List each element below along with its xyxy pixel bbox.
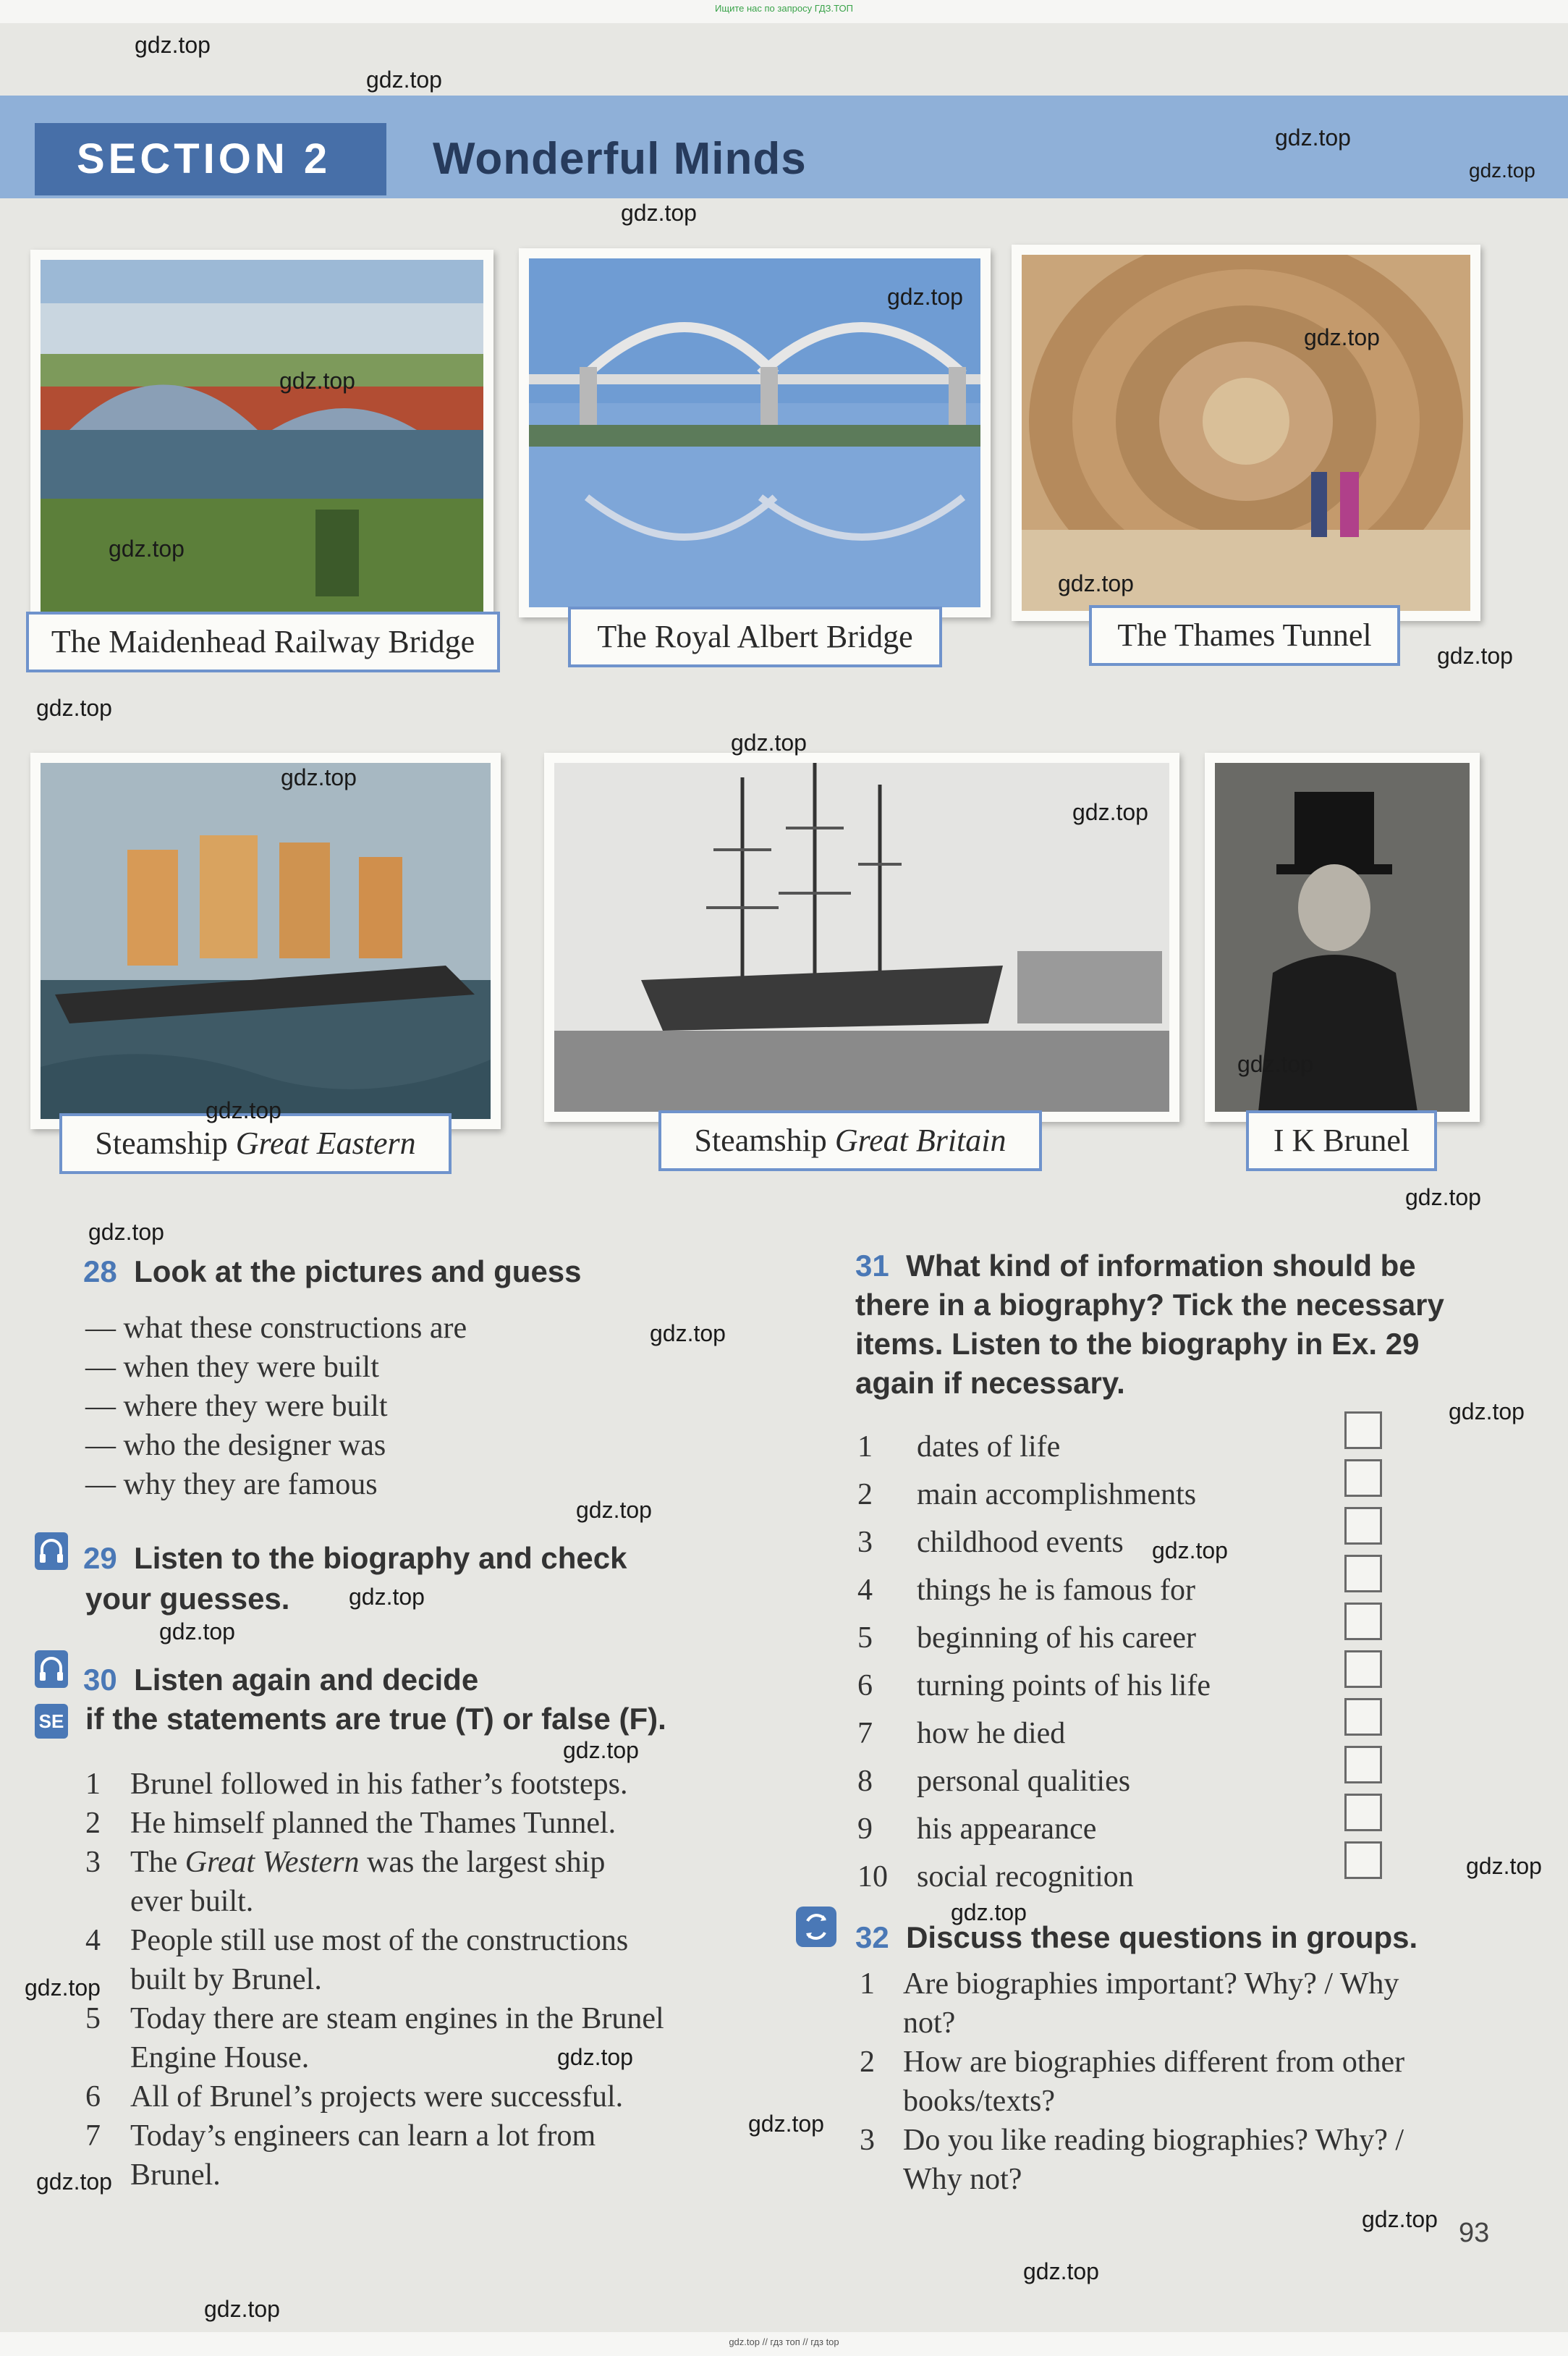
watermark: gdz.top [1304, 324, 1380, 350]
photo-great-eastern [30, 753, 501, 1129]
watermark: gdz.top [349, 1584, 425, 1610]
ex28-number: 28 [83, 1254, 117, 1288]
watermark: gdz.top [279, 368, 355, 394]
watermark: gdz.top [576, 1497, 652, 1523]
watermark: gdz.top [135, 32, 211, 58]
list-item: 1 dates of life [857, 1430, 1061, 1464]
caption-brunel: I K Brunel [1246, 1110, 1437, 1171]
caption-ship-name: Great Britain [834, 1123, 1007, 1158]
ex30-heading-line2: if the statements are true (T) or false (F). [85, 1702, 666, 1736]
ex32-heading-text: Discuss these questions in groups. [906, 1920, 1418, 1954]
watermark: gdz.top [88, 1219, 164, 1245]
checkbox-8[interactable] [1344, 1746, 1382, 1783]
watermark: gdz.top [887, 284, 963, 310]
ex30-number: 30 [83, 1663, 117, 1697]
ex30-heading-line1: Listen again and decide [134, 1663, 479, 1697]
watermark: gdz.top [36, 695, 112, 721]
question-1: 1 Are biographies important? Why? / Why not? [860, 1967, 1399, 2040]
watermark: gdz.top [650, 1320, 726, 1346]
arched-tunnel-picture [1022, 255, 1470, 611]
ex28-heading-text: Look at the pictures and guess [134, 1254, 582, 1288]
ex28-list [85, 1309, 467, 1504]
watermark: gdz.top [1237, 1051, 1313, 1077]
photo-thames-tunnel [1012, 245, 1480, 621]
list-item: 8 personal qualities [857, 1765, 1131, 1798]
list-item: — when they were built [85, 1351, 379, 1384]
watermark: gdz.top [159, 1618, 235, 1644]
watermark: gdz.top [366, 67, 442, 93]
statement-1: 1 Brunel followed in his father’s footsteps. [85, 1768, 628, 1801]
ex29-heading [83, 1539, 627, 1578]
checkbox-6[interactable] [1344, 1650, 1382, 1688]
caption-great-britain [658, 1110, 1042, 1171]
list-item: — why they are famous [85, 1468, 378, 1501]
list-item: — who the designer was [85, 1429, 386, 1462]
watermark: gdz.top [109, 536, 185, 562]
caption-ship-name: Great Eastern [235, 1126, 416, 1161]
checkbox-1[interactable] [1344, 1411, 1382, 1449]
ex31-items [857, 1423, 1306, 1901]
headphones-icon[interactable] [35, 1650, 68, 1688]
page-number: 93 [1459, 2218, 1490, 2248]
watermark: gdz.top [36, 2169, 112, 2195]
iron-truss-bridge-picture [529, 258, 980, 607]
statement-4: 4 People still use most of the constructions built by Brunel. [85, 1924, 629, 1996]
checkbox-7[interactable] [1344, 1698, 1382, 1736]
watermark: gdz.top [25, 1975, 101, 2001]
question-2: 2 How are biographies different from other books/texts? [860, 2045, 1405, 2118]
list-item: 7 how he died [857, 1717, 1066, 1750]
caption-royal-albert: The Royal Albert Bridge [568, 607, 942, 667]
caption-plain: Steamship [95, 1126, 236, 1161]
watermark: gdz.top [1449, 1398, 1525, 1424]
watermark: gdz.top [1072, 799, 1148, 825]
list-item: 2 main accomplishments [857, 1478, 1197, 1511]
caption-thames-tunnel: The Thames Tunnel [1089, 605, 1400, 666]
ex29-number: 29 [83, 1541, 117, 1575]
watermark: gdz.top [563, 1737, 639, 1763]
ex30-statements [85, 1765, 722, 2195]
brick-arch-bridge-picture [41, 260, 483, 616]
watermark: gdz.top [1362, 2206, 1438, 2232]
ex30-heading [83, 1660, 478, 1700]
ex32-heading [855, 1918, 1417, 1957]
question-3: 3 Do you like reading biographies? Why? / Why not? [860, 2124, 1404, 2196]
statement-6: 6 All of Brunel’s projects were successful. [85, 2080, 624, 2114]
list-item: 5 beginning of his career [857, 1621, 1197, 1655]
checkbox-3[interactable] [1344, 1507, 1382, 1545]
statement-7: 7 Today’s engineers can learn a lot from Brunel. [85, 2119, 596, 2192]
watermark: gdz.top [748, 2111, 824, 2137]
watermark: gdz.top [1023, 2258, 1099, 2284]
headphones-icon[interactable] [35, 1532, 68, 1570]
watermark: gdz.top [1275, 124, 1351, 151]
list-item: — what these constructions are [85, 1312, 467, 1345]
ex29-heading-line2: your guesses. [85, 1582, 290, 1616]
photo-maidenhead-bridge [30, 250, 493, 626]
caption-maidenhead: The Maidenhead Railway Bridge [26, 612, 500, 672]
watermark: gdz.top [1437, 643, 1513, 669]
watermark: gdz.top [731, 730, 807, 756]
group-discussion-icon [796, 1907, 836, 1947]
checkbox-4[interactable] [1344, 1555, 1382, 1592]
ex31-heading: 31 What kind of information should be there in a biography? Tick the necessary items. Listen to the biography in Ex. 29 again if necessary. [855, 1249, 1444, 1400]
list-item: 6 turning points of his life [857, 1669, 1211, 1702]
watermark: gdz.top [1466, 1853, 1542, 1879]
watermark: gdz.top [1058, 570, 1134, 596]
se-icon: SE [35, 1704, 68, 1739]
caption-plain: Steamship [694, 1123, 835, 1158]
watermark: gdz.top [951, 1899, 1027, 1925]
bottom-notice: gdz.top // гдз топ // гдз top [729, 2336, 839, 2347]
list-item: 10 social recognition [857, 1860, 1134, 1893]
top-notice: Ищите нас по запросу ГДЗ.ТОП [715, 3, 853, 14]
sailing-steamship-picture [41, 763, 491, 1119]
watermark: gdz.top [281, 764, 357, 790]
statement-3: 3 The Great Western was the largest ship ever built. [85, 1846, 606, 1918]
watermark: gdz.top [557, 2044, 633, 2070]
list-item: 4 things he is famous for [857, 1574, 1195, 1607]
page-title: Wonderful Minds [433, 134, 807, 184]
ex29-heading-line1: Listen to the biography and check [134, 1541, 627, 1575]
watermark: gdz.top [621, 200, 697, 226]
ex31-number: 31 [855, 1249, 889, 1283]
ex32-questions [860, 1964, 1489, 2199]
list-item: 3 childhood events [857, 1526, 1124, 1559]
checkbox-9[interactable] [1344, 1794, 1382, 1831]
ex32-number: 32 [855, 1920, 889, 1954]
checkbox-10[interactable] [1344, 1841, 1382, 1879]
watermark: gdz.top [205, 1097, 281, 1123]
ex28-heading [83, 1252, 582, 1291]
checkbox-5[interactable] [1344, 1603, 1382, 1640]
checkbox-2[interactable] [1344, 1459, 1382, 1497]
statement-2: 2 He himself planned the Thames Tunnel. [85, 1807, 616, 1840]
watermark: gdz.top [1469, 159, 1535, 182]
section-label: SECTION 2 [35, 123, 386, 195]
statement-5: 5 Today there are steam engines in the Brunel Engine House. [85, 2002, 664, 2074]
watermark: gdz.top [1405, 1184, 1481, 1210]
watermark: gdz.top [204, 2296, 280, 2322]
watermark: gdz.top [1152, 1537, 1228, 1563]
list-item: — where they were built [85, 1390, 388, 1423]
list-item: 9 his appearance [857, 1812, 1097, 1846]
